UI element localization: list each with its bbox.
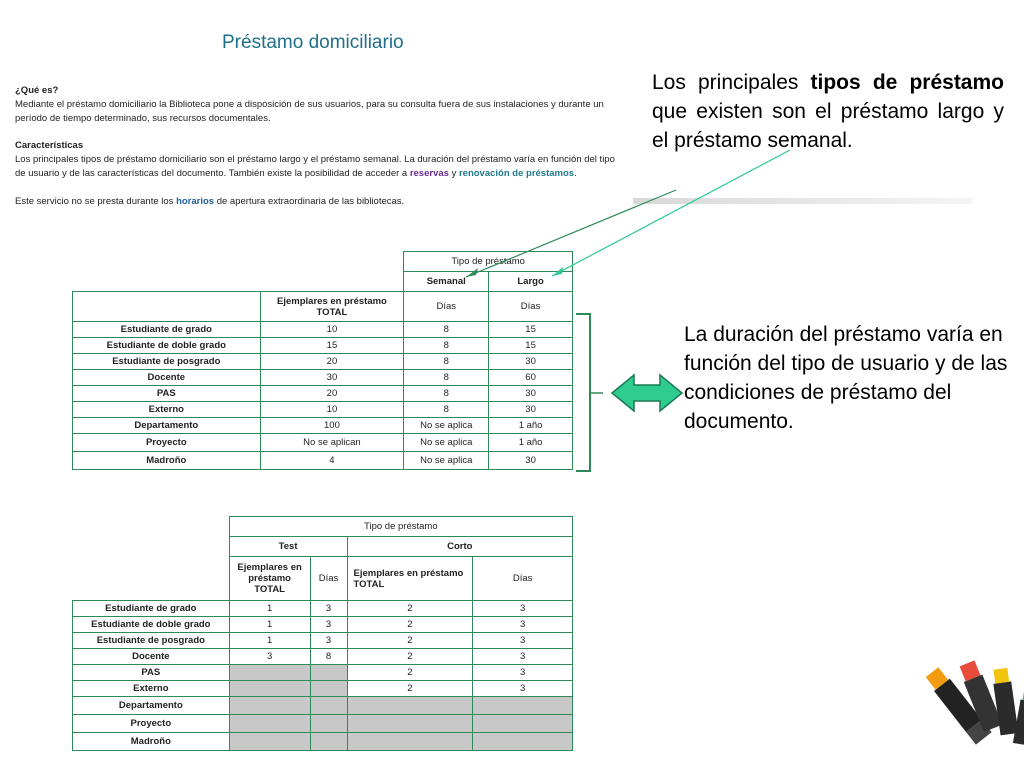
y-text: y: [448, 168, 459, 179]
semanal-cell: 8: [404, 402, 489, 418]
corto-dias-cell: 3: [473, 617, 573, 633]
reservas-link[interactable]: reservas: [409, 168, 449, 179]
total-cell: 4: [260, 452, 404, 470]
largo-cell: 30: [489, 354, 573, 370]
col-dias-semanal: Días: [404, 292, 489, 322]
col-ejemplares-test: Ejemplares en préstamo TOTAL: [229, 557, 310, 601]
largo-cell: 30: [489, 386, 573, 402]
note1-bold: tipos de préstamo: [810, 71, 1004, 94]
user-cell: Departamento: [73, 418, 261, 434]
total-cell: 15: [260, 338, 404, 354]
col-test: Test: [229, 537, 347, 557]
col-dias-largo: Días: [489, 292, 573, 322]
total-cell: 100: [260, 418, 404, 434]
semanal-cell: No se aplica: [404, 452, 489, 470]
user-cell: Estudiante de doble grado: [73, 338, 261, 354]
col-corto: Corto: [347, 537, 573, 557]
total-cell: 10: [260, 322, 404, 338]
corto-dias-cell: 3: [473, 665, 573, 681]
que-es-line2: período de tiempo determinado, sus recursos documentales.: [15, 113, 271, 124]
user-cell: Departamento: [73, 697, 230, 715]
test-total-cell: 1: [229, 633, 310, 649]
largo-cell: 60: [489, 370, 573, 386]
total-cell: 20: [260, 354, 404, 370]
que-es-heading: ¿Qué es?: [15, 85, 59, 96]
test-dias-cell: 3: [310, 601, 347, 617]
user-cell: Externo: [73, 402, 261, 418]
col-semanal: Semanal: [404, 272, 489, 292]
user-cell: Docente: [73, 370, 261, 386]
largo-cell: 15: [489, 338, 573, 354]
test-dias-cell: 8: [310, 649, 347, 665]
total-cell: 10: [260, 402, 404, 418]
largo-cell: 30: [489, 402, 573, 418]
callout-line-largo: [552, 150, 790, 276]
corto-dias-cell: 3: [473, 601, 573, 617]
corto-total-cell: 2: [347, 649, 473, 665]
test-total-cell: 1: [229, 617, 310, 633]
test-dias-cell: 3: [310, 633, 347, 649]
semanal-cell: No se aplica: [404, 418, 489, 434]
total-cell: 20: [260, 386, 404, 402]
col-ejemplares-corto: Ejemplares en préstamo TOTAL: [347, 557, 473, 601]
user-cell: PAS: [73, 665, 230, 681]
corto-total-cell: 2: [347, 665, 473, 681]
user-cell: Madroño: [73, 733, 230, 751]
caracteristicas-line1: Los principales tipos de préstamo domiciliario son el préstamo largo y el préstamo semanal. La duración del préstamo varía en función del tipo: [15, 154, 615, 165]
servicio-pre: Este servicio no se presta durante los: [15, 196, 177, 207]
user-cell: Estudiante de posgrado: [73, 633, 230, 649]
user-cell: Estudiante de grado: [73, 322, 261, 338]
semanal-cell: 8: [404, 386, 489, 402]
user-cell: Proyecto: [73, 715, 230, 733]
servicio-post: de apertura extraordinaria de las bibliotecas.: [214, 196, 405, 207]
caracteristicas-heading: Características: [15, 140, 84, 151]
largo-cell: 1 año: [489, 418, 573, 434]
largo-cell: 30: [489, 452, 573, 470]
user-cell: Estudiante de grado: [73, 601, 230, 617]
callout-line-semanal: [466, 190, 676, 277]
total-cell: No se aplican: [260, 434, 404, 452]
corto-total-cell: 2: [347, 681, 473, 697]
horarios-link[interactable]: horarios: [176, 196, 215, 207]
col-dias-test: Días: [310, 557, 347, 601]
total-cell: 30: [260, 370, 404, 386]
corto-total-cell: 2: [347, 601, 473, 617]
note1-part-a: Los principales: [652, 71, 811, 94]
group-header: Tipo de préstamo: [229, 517, 572, 537]
note1-part-c: que existen son el préstamo largo y el préstamo semanal.: [652, 100, 1004, 152]
group-header: Tipo de préstamo: [404, 252, 573, 272]
que-es-line1: Mediante el préstamo domiciliario la Biblioteca pone a disposición de sus usuarios, para su consulta fuera de sus instalaciones y durante un: [15, 99, 604, 110]
table-bracket: [576, 314, 590, 471]
page-title: Préstamo domiciliario: [222, 32, 404, 53]
semanal-cell: 8: [404, 338, 489, 354]
semanal-cell: 8: [404, 322, 489, 338]
user-cell: Proyecto: [73, 434, 261, 452]
user-cell: Madroño: [73, 452, 261, 470]
test-total-cell: 1: [229, 601, 310, 617]
renovacion-link[interactable]: renovación de préstamos: [458, 168, 575, 179]
largo-cell: 15: [489, 322, 573, 338]
col-dias-corto: Días: [473, 557, 573, 601]
duracion-note: La duración del préstamo varía en función del tipo de usuario y de las condiciones de préstamo del documento.: [684, 323, 1008, 433]
corto-dias-cell: 3: [473, 681, 573, 697]
col-ejemplares: Ejemplares en préstamo TOTAL: [260, 292, 404, 322]
largo-cell: 1 año: [489, 434, 573, 452]
test-total-cell: 3: [229, 649, 310, 665]
semanal-cell: 8: [404, 354, 489, 370]
user-cell: Externo: [73, 681, 230, 697]
user-cell: Estudiante de doble grado: [73, 617, 230, 633]
semanal-cell: 8: [404, 370, 489, 386]
callout-arrowhead-largo: [552, 267, 563, 276]
corto-total-cell: 2: [347, 617, 473, 633]
col-largo: Largo: [489, 272, 573, 292]
period-text: .: [574, 168, 577, 179]
user-cell: Docente: [73, 649, 230, 665]
corto-dias-cell: 3: [473, 649, 573, 665]
corto-dias-cell: 3: [473, 633, 573, 649]
caracteristicas-line2-text: de usuario y de las características del documento. También existe la posibilidad de acceder a: [15, 168, 410, 179]
highlighter-markers-icon: [924, 660, 1024, 746]
corto-total-cell: 2: [347, 633, 473, 649]
user-cell: Estudiante de posgrado: [73, 354, 261, 370]
user-cell: PAS: [73, 386, 261, 402]
test-dias-cell: 3: [310, 617, 347, 633]
semanal-cell: No se aplica: [404, 434, 489, 452]
left-right-arrow-icon: [612, 375, 682, 411]
